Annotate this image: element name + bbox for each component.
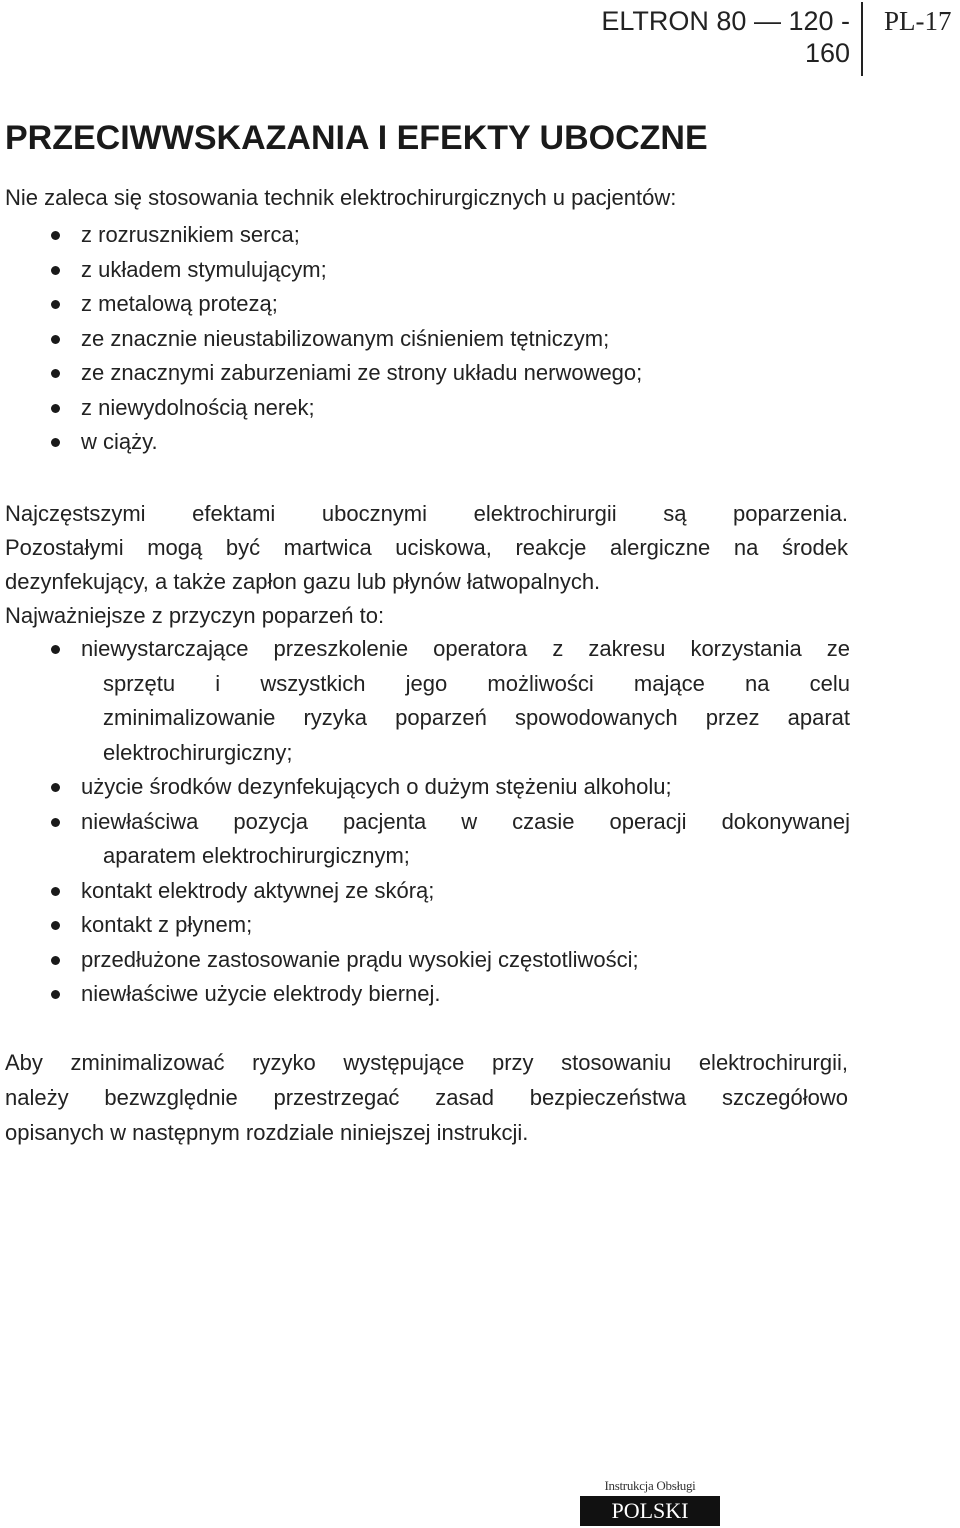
list-item <box>0 632 850 770</box>
paragraph-line: Najważniejsze z przyczyn poparzeń to: <box>5 603 385 628</box>
bullet-icon <box>51 818 60 827</box>
paragraph-line: Najczęstszymi efektami ubocznymi elektrochirurgii są poparzenia. <box>5 501 848 526</box>
closing-paragraph <box>5 1045 848 1150</box>
list-item-text: z metalową protezą; <box>81 291 278 316</box>
list-item <box>0 770 850 805</box>
contraindications-list <box>0 218 850 460</box>
bullet-icon <box>51 335 60 344</box>
list-item-text: przedłużone zastosowanie prądu wysokiej częstotliwości; <box>81 946 639 972</box>
bullet-icon <box>51 231 60 240</box>
burn-causes-list <box>0 632 850 1012</box>
list-item <box>0 287 850 322</box>
list-item <box>0 356 850 391</box>
paragraph-line: Pozostałymi mogą być martwica uciskowa, reakcje alergiczne na środek <box>5 535 848 560</box>
list-item-text: ze znacznie nieustabilizowanym ciśnieniem tętniczym; <box>81 325 610 351</box>
list-item-text: aparatem elektrochirurgicznym; <box>103 843 410 868</box>
list-item <box>0 805 850 874</box>
list-item-text: ze znacznymi zaburzeniami ze strony układu nerwowego; <box>81 360 643 385</box>
list-item-text: sprzętu i wszystkich jego możliwości mające na celu <box>103 670 850 696</box>
header-title: ELTRON 80 — 120 - 160 <box>601 6 850 68</box>
list-item-text: zminimalizowanie ryzyka poparzeń spowodowanych przez aparat <box>103 705 850 730</box>
list-item <box>0 908 850 943</box>
list-item <box>0 874 850 909</box>
side-effects-paragraph <box>5 497 848 633</box>
bullet-icon <box>51 300 60 309</box>
list-item <box>0 391 850 426</box>
list-item-text: kontakt elektrody aktywnej ze skórą; <box>81 877 435 903</box>
page-number: PL-17 <box>884 6 952 36</box>
page-heading: PRZECIWWSKAZANIA I EFEKTY UBOCZNE <box>5 119 708 157</box>
bullet-icon <box>51 369 60 378</box>
list-item <box>0 425 850 460</box>
list-item-text: niewystarczające przeszkolenie operatora z zakresu korzystania ze <box>81 636 850 661</box>
header-divider <box>861 2 863 76</box>
list-item <box>0 253 850 288</box>
bullet-icon <box>51 990 60 999</box>
intro-text: Nie zaleca się stosowania technik elektrochirurgicznych u pacjentów: <box>5 185 677 210</box>
bullet-icon <box>51 645 60 654</box>
paragraph-line: dezynfekujący, a także zapłon gazu lub płynów łatwopalnych. <box>5 569 601 594</box>
bullet-icon <box>51 783 60 792</box>
list-item-text: z rozrusznikiem serca; <box>81 222 300 247</box>
list-item-text: z układem stymulującym; <box>81 256 327 282</box>
list-item-text: kontakt z płynem; <box>81 912 253 937</box>
paragraph-line: Aby zminimalizować ryzyko występujące przy stosowaniu elektrochirurgii, <box>5 1050 848 1075</box>
list-item <box>0 218 850 253</box>
footer-language-badge: POLSKI <box>580 1496 720 1526</box>
bullet-icon <box>51 921 60 930</box>
bullet-icon <box>51 404 60 413</box>
bullet-icon <box>51 266 60 275</box>
list-item-text: elektrochirurgiczny; <box>103 739 293 765</box>
paragraph-line: należy bezwzględnie przestrzegać zasad bezpieczeństwa szczegółowo <box>5 1085 848 1110</box>
list-item-text: w ciąży. <box>81 429 158 454</box>
bullet-icon <box>51 438 60 447</box>
list-item-text: z niewydolnością nerek; <box>81 394 315 420</box>
list-item <box>0 977 850 1012</box>
list-item-text: użycie środków dezynfekujących o dużym stężeniu alkoholu; <box>81 774 672 799</box>
list-item <box>0 322 850 357</box>
footer-subtitle: Instrukcja Obsługi <box>604 1478 696 1493</box>
bullet-icon <box>51 956 60 965</box>
list-item-text: niewłaściwe użycie elektrody biernej. <box>81 981 441 1006</box>
list-item <box>0 943 850 978</box>
paragraph-line: opisanych w następnym rozdziale niniejszej instrukcji. <box>5 1120 529 1145</box>
bullet-icon <box>51 887 60 896</box>
list-item-text: niewłaściwa pozycja pacjenta w czasie operacji dokonywanej <box>81 808 850 834</box>
